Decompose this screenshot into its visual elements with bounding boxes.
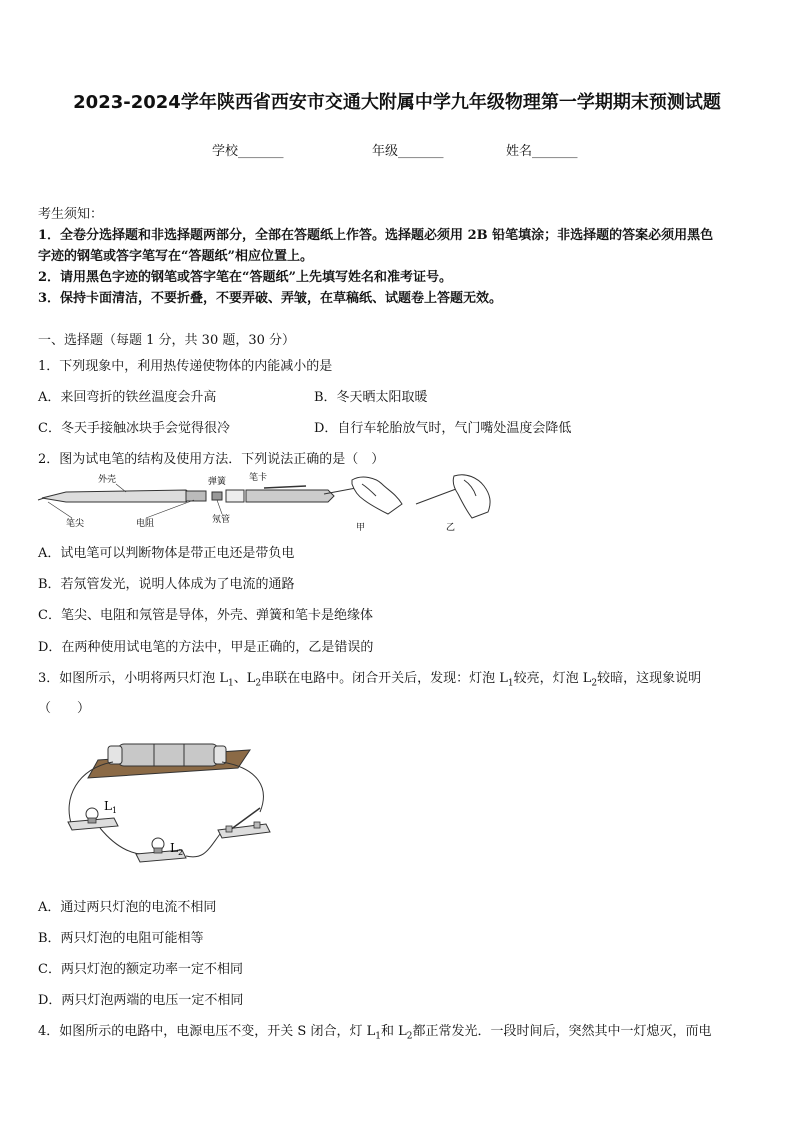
label-yi: 乙 — [446, 523, 456, 533]
label-shell: 外壳 — [98, 475, 117, 485]
q3-stem-bracket: （ ） — [38, 701, 91, 716]
page-title: 2023-2024学年陕西省西安市交通大附属中学九年级物理第一学期期末预测试题 — [73, 92, 721, 113]
q2-stem: 2．图为试电笔的结构及使用方法．下列说法正确的是（ ） — [38, 452, 385, 467]
q2-option-a: A．试电笔可以判断物体是带正电还是带负电 — [38, 546, 295, 561]
label-resistor: 电阻 — [136, 519, 155, 529]
q3-option-d: D．两只灯泡两端的电压一定不相同 — [38, 993, 244, 1008]
q1-option-d: D．自行车轮胎放气时，气门嘴处温度会降低 — [314, 421, 572, 436]
q2-option-b: B．若氖管发光，说明人体成为了电流的通路 — [38, 577, 295, 592]
name-field: 姓名_______ — [506, 144, 578, 159]
q3-option-b: B．两只灯泡的电阻可能相等 — [38, 931, 204, 946]
label-neon: 氖管 — [212, 515, 231, 525]
label-l2: $L_2$ — [170, 841, 184, 857]
notice-item-3: 3．保持卡面清洁，不要折叠，不要弄破、弄皱，在草稿纸、试题卷上答题无效。 — [38, 291, 503, 306]
q2-option-d: D．在两种使用试电笔的方法中，甲是正确的，乙是错误的 — [38, 640, 374, 655]
q4-stem: 4．如图所示的电路中，电源电压不变，开关 S 闭合，灯 $L_1$和 $L_2$都正常发光．一段时间后，突然其中一灯熄灭，而电 — [38, 1024, 712, 1042]
section-heading: 一、选择题（每题 1 分，共 30 题，30 分） — [38, 333, 296, 348]
test-pen-figure — [36, 470, 496, 534]
grade-field: 年级_______ — [372, 144, 444, 159]
q2-option-c: C．笔尖、电阻和氖管是导体，外壳、弹簧和笔卡是绝缘体 — [38, 608, 373, 623]
label-jia: 甲 — [356, 523, 366, 533]
school-field: 学校_______ — [212, 144, 284, 159]
q1-stem: 1．下列现象中，利用热传递使物体的内能减小的是 — [38, 359, 333, 374]
notice-item-2: 2．请用黑色字迹的钢笔或答字笔在“答题纸”上先填写姓名和准考证号。 — [38, 270, 453, 285]
q1-option-a: A．来回弯折的铁丝温度会升高 — [38, 390, 217, 405]
notice-heading: 考生须知： — [38, 207, 104, 222]
notice-item-1b: 字迹的钢笔或答字笔写在“答题纸”相应位置上。 — [38, 249, 313, 264]
q1-option-c: C．冬天手接触冰块手会觉得很冷 — [38, 421, 230, 436]
q1-option-b: B．冬天晒太阳取暖 — [314, 390, 428, 405]
series-circuit-figure — [58, 738, 278, 878]
q3-option-a: A．通过两只灯泡的电流不相同 — [38, 900, 217, 915]
label-clip: 笔卡 — [249, 473, 268, 483]
label-l1: $L_1$ — [104, 799, 118, 815]
q3-stem: 3．如图所示，小明将两只灯泡 $L_1$、$L_2$串联在电路中。闭合开关后，发现：灯泡 $L_1$较亮，灯泡 $L_2$较暗，这现象说明 — [38, 671, 702, 689]
label-spring: 弹簧 — [208, 477, 227, 487]
label-tip: 笔尖 — [66, 519, 85, 529]
q3-option-c: C．两只灯泡的额定功率一定不相同 — [38, 962, 243, 977]
notice-item-1a: 1．全卷分选择题和非选择题两部分，全部在答题纸上作答。选择题必须用 2B 铅笔填涂；非选择题的答案必须用黑色 — [38, 228, 714, 243]
